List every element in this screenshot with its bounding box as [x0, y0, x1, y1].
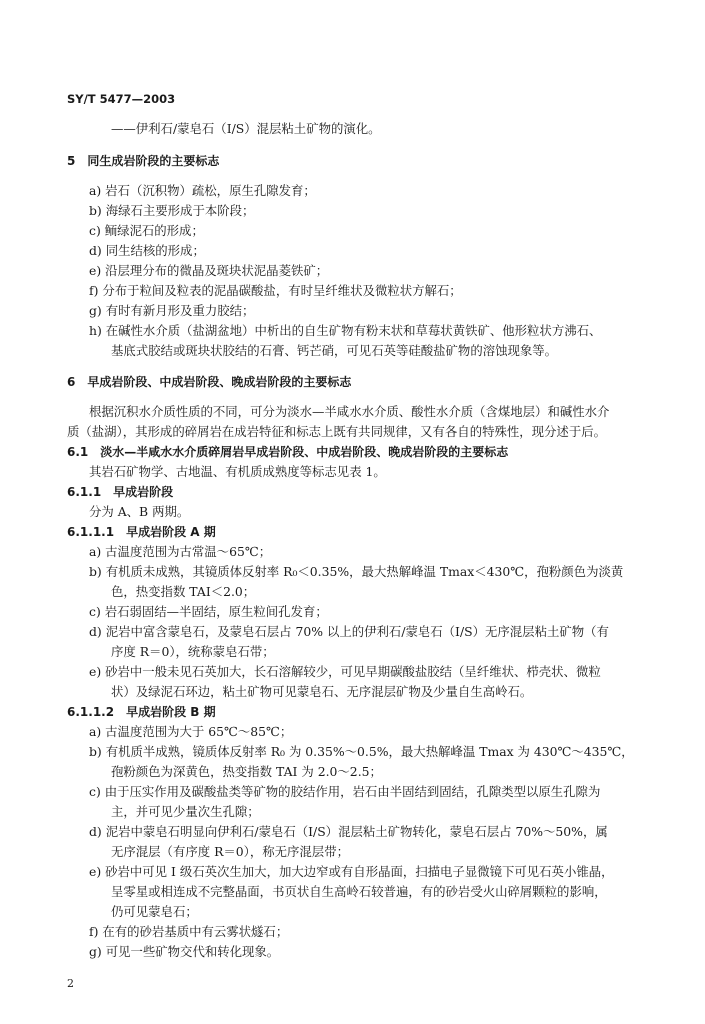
- list-item: f) 在有的砂岩基质中有云雾状燧石；: [89, 924, 289, 939]
- section-heading-6-1: 6.1 淡水—半咸水水介质碎屑岩早成岩阶段、中成岩阶段、晚成岩阶段的主要标志: [67, 445, 509, 459]
- list-item-continuation: 孢粉颜色为深黄色，热变指数 TAI 为 2.0～2.5；: [111, 764, 382, 779]
- list-item-continuation: 状）及绿泥石环边，粘土矿物可见蒙皂石、无序混层矿物及少量自生高岭石。: [111, 684, 533, 699]
- list-item: a) 古温度范围为古常温～65℃；: [89, 544, 272, 559]
- standard-number-header: SY/T 5477—2003: [67, 92, 176, 106]
- list-item: a) 古温度范围为大于 65℃～85℃；: [89, 724, 293, 739]
- list-item: h) 在碱性水介质（盐湖盆地）中析出的自生矿物有粉末状和草莓状黄铁矿、他形粒状方沸石、: [89, 323, 602, 338]
- list-item: e) 砂岩中一般未见石英加大，长石溶解较少，可见早期碳酸盐胶结（呈纤维状、栉壳状、微粒: [89, 664, 601, 679]
- paragraph-line: 其岩石矿物学、古地温、有机质成熟度等标志见表 1。: [89, 464, 386, 479]
- list-item-continuation: 基底式胶结或斑块状胶结的石膏、钙芒硝，可见石英等硅酸盐矿物的溶蚀现象等。: [111, 343, 558, 358]
- paragraph-line: 分为 A、B 两期。: [89, 504, 190, 519]
- paragraph-line: 根据沉积水介质性质的不同，可分为淡水—半咸水水介质、酸性水介质（含煤地层）和碱性水介: [89, 404, 610, 419]
- list-item: d) 泥岩中蒙皂石明显向伊利石/蒙皂石（I/S）混层粘土矿物转化，蒙皂石层占 70%～50%，属: [89, 824, 608, 839]
- page-number: 2: [67, 977, 74, 990]
- section-heading-6-1-1-1: 6.1.1.1 早成岩阶段 A 期: [67, 525, 216, 539]
- list-item: d) 泥岩中富含蒙皂石，及蒙皂石层占 70% 以上的伊利石/蒙皂石（I/S）无序混层粘土矿物（有: [89, 624, 609, 639]
- list-item: g) 可见一些矿物交代和转化现象。: [89, 944, 280, 959]
- list-item-continuation: 主，并可见少量次生孔隙；: [111, 804, 260, 819]
- list-item-continuation: 色，热变指数 TAI＜2.0；: [111, 584, 256, 599]
- list-item-continuation: 呈零星或相连成不完整晶面，书页状自生高岭石较普遍，有的砂岩受火山碎屑颗粒的影响，: [111, 884, 607, 899]
- list-item: d) 同生结核的形成；: [89, 243, 205, 258]
- list-item: b) 有机质半成熟，镜质体反射率 R₀ 为 0.35%～0.5%，最大热解峰温 Tmax 为 430℃～435℃，: [89, 744, 634, 759]
- section-heading-6: 6 早成岩阶段、中成岩阶段、晚成岩阶段的主要标志: [67, 375, 352, 389]
- section-heading-6-1-1: 6.1.1 早成岩阶段: [67, 485, 174, 499]
- list-item: c) 鲕绿泥石的形成；: [89, 223, 204, 238]
- section-heading-5: 5 同生成岩阶段的主要标志: [67, 154, 220, 168]
- text-line: ——伊利石/蒙皂石（I/S）混层粘土矿物的演化。: [111, 121, 381, 136]
- list-item: b) 有机质未成熟，其镜质体反射率 R₀＜0.35%，最大热解峰温 Tmax＜430℃，孢粉颜色为淡黄: [89, 564, 624, 579]
- list-item: e) 沿层理分布的微晶及斑块状泥晶菱铁矿；: [89, 263, 329, 278]
- list-item-continuation: 序度 R＝0），统称蒙皂石带；: [111, 644, 275, 659]
- list-item: b) 海绿石主要形成于本阶段；: [89, 203, 255, 218]
- list-item: g) 有时有新月形及重力胶结；: [89, 303, 255, 318]
- list-item: a) 岩石（沉积物）疏松，原生孔隙发育；: [89, 183, 316, 198]
- paragraph-line: 质（盐湖），其形成的碎屑岩在成岩特征和标志上既有共同规律，又有各自的特殊性，现分述于后。: [67, 424, 606, 439]
- list-item: f) 分布于粒间及粒表的泥晶碳酸盐，有时呈纤维状及微粒状方解石；: [89, 283, 462, 298]
- list-item: c) 岩石弱固结—半固结，原生粒间孔发育；: [89, 604, 328, 619]
- section-heading-6-1-1-2: 6.1.1.2 早成岩阶段 B 期: [67, 705, 216, 719]
- list-item-continuation: 无序混层（有序度 R＝0），称无序混层带；: [111, 844, 349, 859]
- list-item: c) 由于压实作用及碳酸盐类等矿物的胶结作用，岩石由半固结到固结，孔隙类型以原生孔隙为: [89, 784, 601, 799]
- list-item: e) 砂岩中可见 I 级石英次生加大，加大边窄或有自形晶面，扫描电子显微镜下可见石英小锥晶，: [89, 864, 614, 879]
- list-item-continuation: 仍可见蒙皂石；: [111, 904, 198, 919]
